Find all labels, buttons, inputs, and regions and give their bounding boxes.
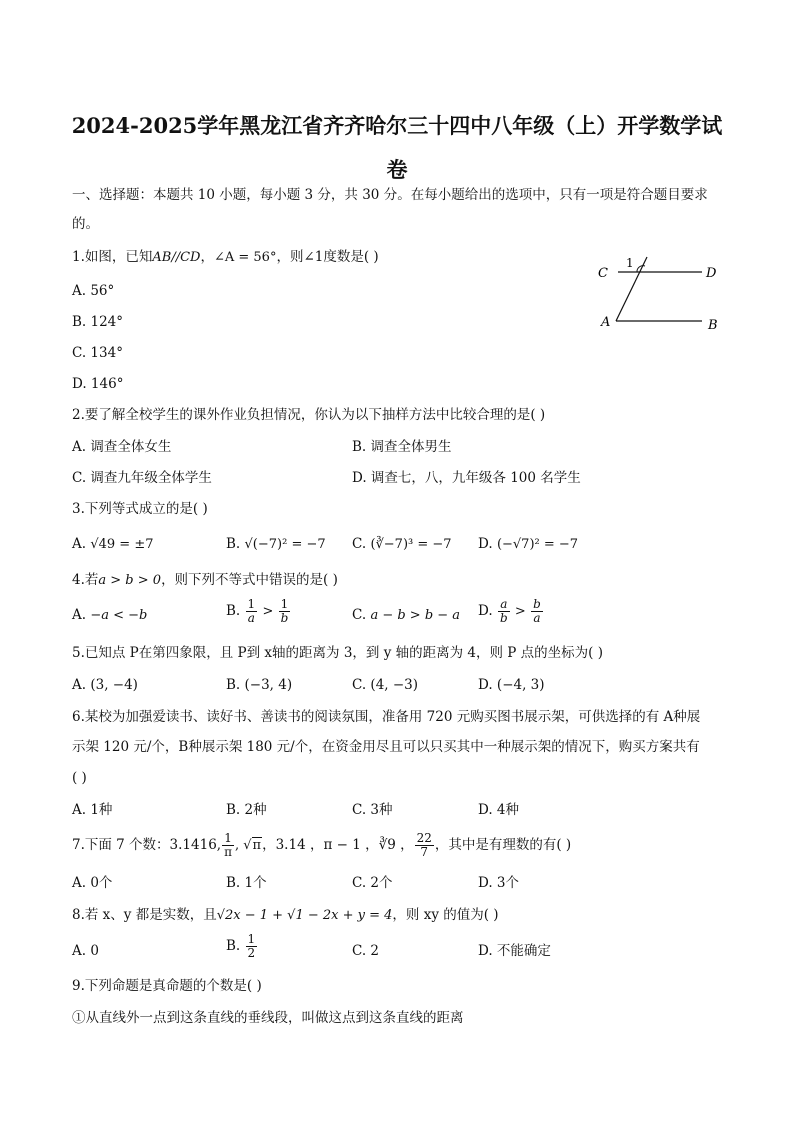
q8-option-b-frac: $\frac{1}{2}$ xyxy=(247,932,256,960)
q6-option-d[interactable]: D. 4种 xyxy=(478,802,520,818)
q7-suffix: ，其中是有理数的有( ) xyxy=(434,837,572,853)
title-line-2: 卷 xyxy=(386,157,408,182)
q8-option-b[interactable] xyxy=(226,933,258,960)
q1-suffix: ，则∠1度数是( ) xyxy=(276,249,379,265)
q5-option-b[interactable]: B. (−3, 4) xyxy=(226,677,293,693)
q8-option-d[interactable]: D. 不能确定 xyxy=(478,943,551,959)
q6-option-a[interactable]: A. 1种 xyxy=(72,802,113,818)
section-heading-line-1: 一、选择题：本题共 10 小题，每小题 3 分，共 30 分。在每小题给出的选项中，只有一项是符合题目要求 xyxy=(72,187,708,203)
q4-option-c[interactable] xyxy=(352,605,460,626)
q4-option-a-label: A. xyxy=(72,607,87,623)
q1-option-d[interactable]: D. 146° xyxy=(72,376,124,392)
q1-parallel-lines-figure xyxy=(590,252,730,337)
q8-prefix: 8.若 x、y 都是实数，且 xyxy=(72,907,217,923)
page-title xyxy=(60,104,734,192)
q2-option-b[interactable]: B. 调查全体男生 xyxy=(352,439,452,455)
q4-option-b-frac-2: $\frac{1}{b}$ xyxy=(280,597,289,625)
q7-prefix: 7.下面 7 个数：3.1416, xyxy=(72,837,222,853)
q9-stem: 9.下列命题是真命题的个数是( ) xyxy=(72,978,262,994)
q3-option-b-math: √(−7)² = −7 xyxy=(244,537,326,552)
q8-option-a[interactable]: A. 0 xyxy=(72,943,99,959)
q3-option-a-math: √49 = ±7 xyxy=(90,537,154,552)
section-heading-line-2: 的。 xyxy=(72,216,99,232)
q4-option-d-frac-2: $\frac{b}{a}$ xyxy=(533,597,541,625)
q1-option-b[interactable]: B. 124° xyxy=(72,314,124,330)
title-line-1: 2024-2025学年黑龙江省齐齐哈尔三十四中八年级（上）开学数学试 xyxy=(71,113,723,138)
q4-option-d-frac-1: $\frac{a}{b}$ xyxy=(499,597,508,625)
q4-option-b-label: B. xyxy=(226,603,241,619)
q3-option-b-label: B. xyxy=(226,536,241,552)
q2-stem: 2.要了解全校学生的课外作业负担情况，你认为以下抽样方法中比较合理的是( ) xyxy=(72,407,546,423)
q4-condition: a > b > 0 xyxy=(98,573,162,588)
q4-prefix: 4.若 xyxy=(72,572,99,588)
q3-stem: 3.下列等式成立的是( ) xyxy=(72,501,208,517)
q7-frac-22-over-7: $\frac{22}{7}$ xyxy=(416,831,432,859)
q1-condition-angle: ∠A = 56° xyxy=(213,250,277,265)
q5-option-a[interactable]: A. (3, −4) xyxy=(72,677,138,693)
q2-option-a[interactable]: A. 调查全体女生 xyxy=(72,439,172,455)
label-b: B xyxy=(708,318,718,333)
q3-option-a[interactable] xyxy=(72,534,154,555)
q8-equation: √2x − 1 + √1 − 2x + y = 4 xyxy=(216,908,393,923)
q4-option-c-label: C. xyxy=(352,607,367,623)
q2-option-d[interactable]: D. 调查七，八，九年级各 100 名学生 xyxy=(352,470,581,486)
q6-stem-line-1: 6.某校为加强爱读书、读好书、善读书的阅读氛围，准备用 720 元购买图书展示架，可供选择的有 A种展 xyxy=(72,709,701,725)
q5-option-c[interactable]: C. (4, −3) xyxy=(352,677,419,693)
q3-option-c-label: C. xyxy=(352,536,367,552)
label-a: A xyxy=(601,315,611,330)
q7-option-c[interactable]: C. 2个 xyxy=(352,875,393,891)
q6-option-c[interactable]: C. 3种 xyxy=(352,802,393,818)
q7-option-b[interactable]: B. 1个 xyxy=(226,875,267,891)
q3-option-b[interactable] xyxy=(226,534,326,555)
q4-option-b[interactable]: B. $\frac{1}{a}$ > $\frac{1}{b}$ xyxy=(226,597,289,625)
q7-frac-1-over-pi: $\frac{1}{\pi}$ xyxy=(224,831,232,859)
q3-option-c-math: (∛−7)³ = −7 xyxy=(370,537,452,552)
q8-option-c[interactable]: C. 2 xyxy=(352,943,380,959)
q4-option-d[interactable]: D. $\frac{a}{b}$ > $\frac{b}{a}$ xyxy=(478,597,541,625)
q1-condition-parallel: AB//CD xyxy=(152,250,201,265)
q3-option-d-label: D. xyxy=(478,536,493,552)
q7-mid: ，3.14 ，π − 1 ，∛9 ， xyxy=(262,837,414,853)
q2-option-c[interactable]: C. 调查九年级全体学生 xyxy=(72,470,212,486)
q1-prefix: 1.如图，已知 xyxy=(72,249,153,265)
q6-stem-line-2: 示架 120 元/个，B种展示架 180 元/个，在资金用尽且可以只买其中一种展示架的情况下，购买方案共有 xyxy=(72,739,700,755)
q7-option-d[interactable]: D. 3个 xyxy=(478,875,520,891)
q6-option-b[interactable]: B. 2种 xyxy=(226,802,267,818)
label-c: C xyxy=(598,266,608,281)
q8-option-b-label: B. xyxy=(226,938,241,954)
q8-stem xyxy=(72,905,499,926)
label-d: D xyxy=(706,266,717,281)
q9-item-1: ①从直线外一点到这条直线的垂线段，叫做这点到这条直线的距离 xyxy=(72,1010,464,1026)
q4-suffix: ，则下列不等式中错误的是( ) xyxy=(161,572,338,588)
q7-stem: 7.下面 7 个数：3.1416, $\frac{1}{\pi}$ , √π，3.14 ，π − 1 ，∛9 ， $\frac{22}{7}$ ，其中是有理数的有( ) xyxy=(72,831,572,859)
q6-stem-line-3: ( ) xyxy=(72,770,87,786)
q4-option-a-math: −a < −b xyxy=(90,608,148,623)
q4-option-c-math: a − b > b − a xyxy=(370,608,461,623)
q7-option-a[interactable]: A. 0个 xyxy=(72,875,113,891)
q5-stem: 5.已知点 P在第四象限，且 P到 x轴的距离为 3，到 y 轴的距离为 4，则 P 点的坐标为( ) xyxy=(72,645,603,661)
q1-sep: ， xyxy=(200,249,214,265)
q3-option-d-math: (−√7)² = −7 xyxy=(496,537,579,552)
q4-option-b-frac-1: $\frac{1}{a}$ xyxy=(247,597,256,625)
q3-option-c[interactable] xyxy=(352,534,452,555)
q4-option-a[interactable] xyxy=(72,605,147,626)
q1-stem xyxy=(72,247,379,268)
label-1: 1 xyxy=(626,256,634,270)
q4-option-d-label: D. xyxy=(478,603,493,619)
q8-suffix: ，则 xy 的值为( ) xyxy=(392,907,499,923)
q1-option-a[interactable]: A. 56° xyxy=(72,283,115,299)
q1-option-c[interactable]: C. 134° xyxy=(72,345,123,361)
q3-option-a-label: A. xyxy=(72,536,87,552)
q5-option-d[interactable]: D. (−4, 3) xyxy=(478,677,545,693)
q4-stem xyxy=(72,570,338,591)
q3-option-d[interactable] xyxy=(478,534,578,555)
